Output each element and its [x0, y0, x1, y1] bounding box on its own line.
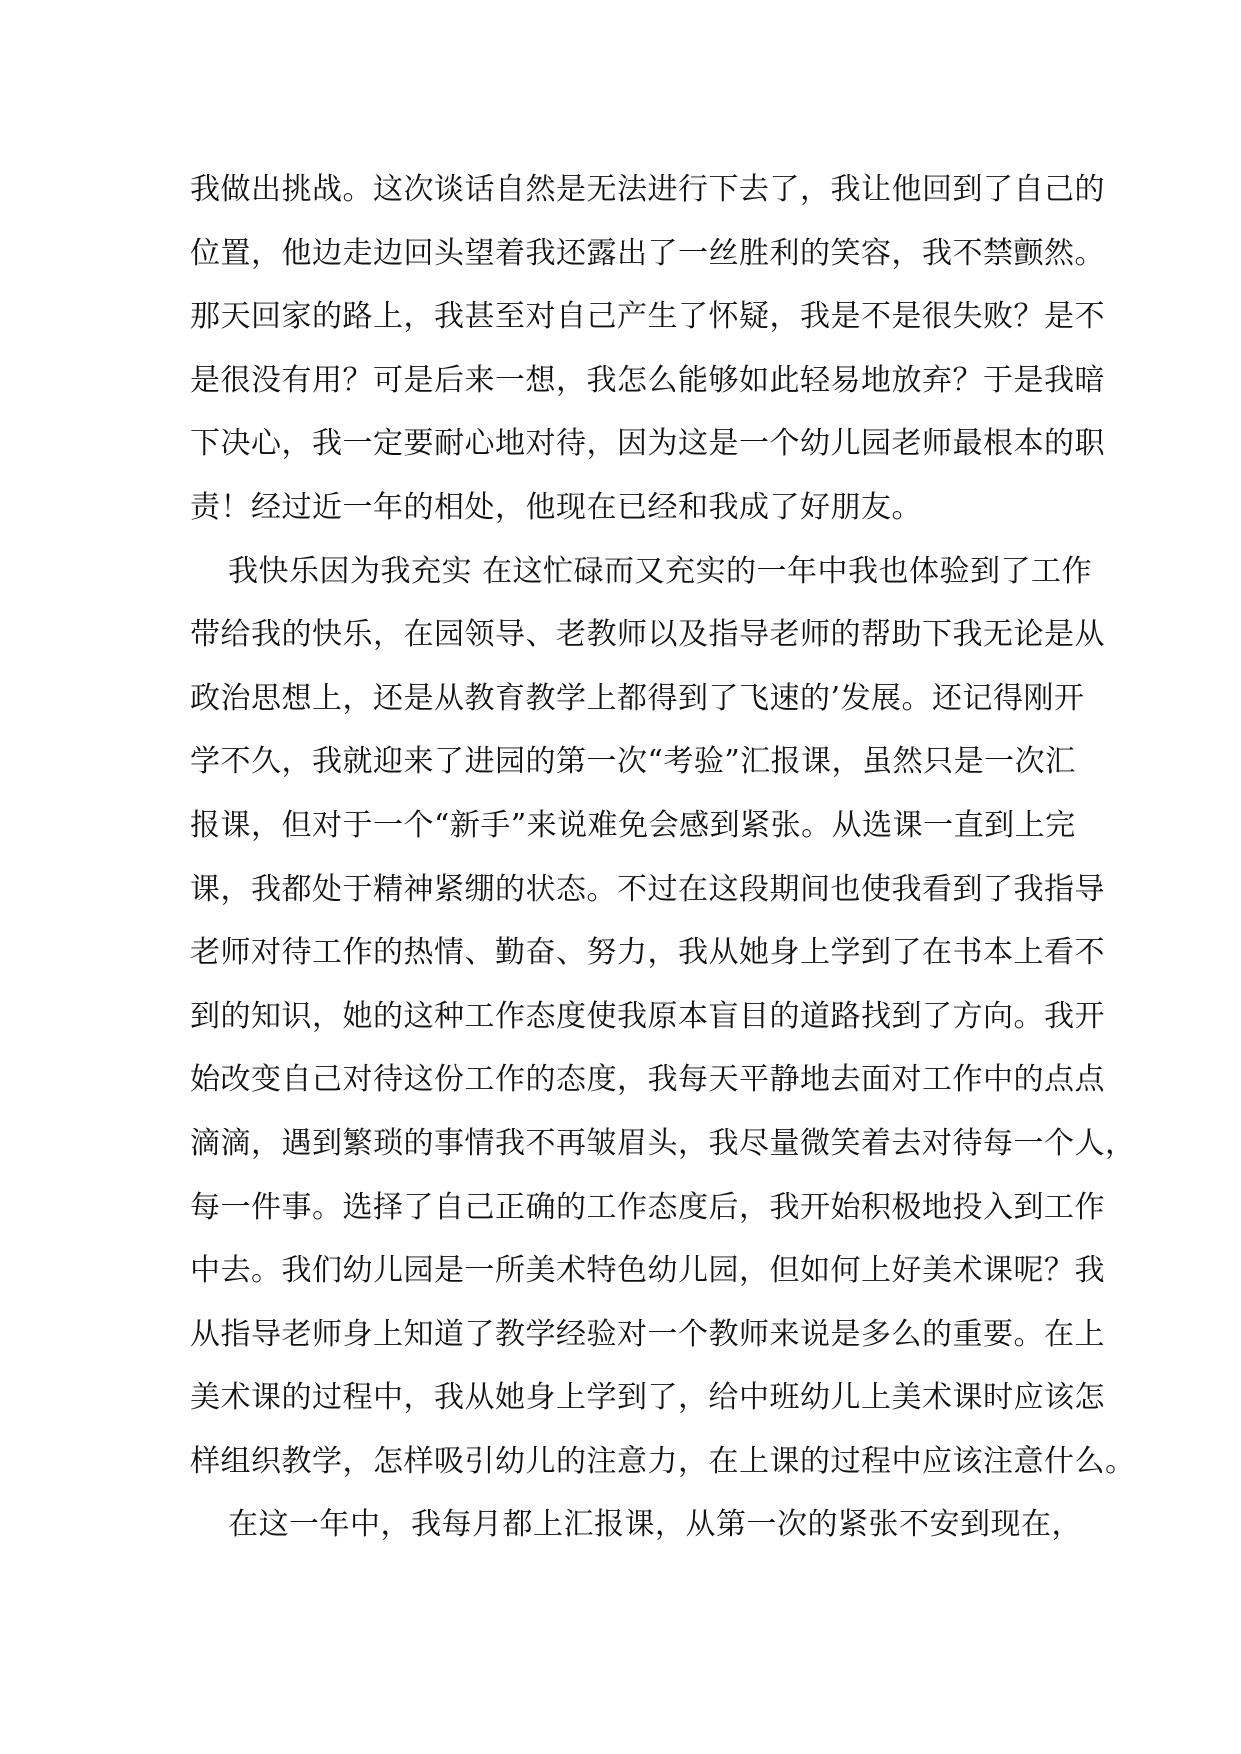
paragraph-2 — [190, 540, 1136, 1494]
text-line: 样组织教学，怎样吸引幼儿的注意力，在上课的过程中应该注意什么。 — [190, 1443, 1136, 1479]
text-line: 始改变自己对待这份工作的态度，我每天平静地去面对工作中的点点 — [190, 1062, 1105, 1098]
text-line: 我做出挑战。这次谈话自然是无法进行下去了，我让他回到了自己的 — [190, 172, 1105, 207]
text-line: 中去。我们幼儿园是一所美术特色幼儿园，但如何上好美术课呢？我 — [190, 1253, 1105, 1289]
text-line: 在这一年中，我每月都上汇报课，从第一次的紧张不安到现在， — [228, 1507, 1082, 1543]
text-line: 是很没有用？可是后来一想，我怎么能够如此轻易地放弃？于是我暗 — [190, 362, 1105, 398]
text-line: 到的知识，她的这种工作态度使我原本盲目的道路找到了方向。我开 — [190, 998, 1105, 1034]
text-line: 滴滴，遇到繁琐的事情我不再皱眉头，我尽量微笑着去对待每一个人， — [190, 1125, 1136, 1161]
paragraph-1 — [190, 158, 1105, 540]
document-body — [190, 158, 1136, 1557]
text-line: 位置，他边走边回头望着我还露出了一丝胜利的笑容，我不禁颤然。 — [190, 235, 1105, 271]
text-line: 美术课的过程中，我从她身上学到了，给中班幼儿上美术课时应该怎 — [190, 1380, 1105, 1416]
paragraph-3 — [190, 1493, 1082, 1557]
text-line: 责！经过近一年的相处，他现在已经和我成了好朋友。 — [190, 489, 922, 525]
text-line: 下决心，我一定要耐心地对待，因为这是一个幼儿园老师最根本的职 — [190, 426, 1105, 462]
text-line: 从指导老师身上知道了教学经验对一个教师来说是多么的重要。在上 — [190, 1316, 1105, 1352]
text-line: 老师对待工作的热情、勤奋、努力，我从她身上学到了在书本上看不 — [190, 935, 1105, 971]
text-line: 学不久，我就迎来了进园的第一次“考验”汇报课，虽然只是一次汇 — [190, 744, 1076, 780]
text-line: 带给我的快乐，在园领导、老教师以及指导老师的帮助下我无论是从 — [190, 617, 1105, 653]
text-line: 课，我都处于精神紧绷的状态。不过在这段期间也使我看到了我指导 — [190, 871, 1105, 907]
text-line: 我快乐因为我充实 在这忙碌而又充实的一年中我也体验到了工作 — [228, 553, 1093, 589]
text-line: 每一件事。选择了自己正确的工作态度后，我开始积极地投入到工作 — [190, 1189, 1105, 1225]
text-line: 那天回家的路上，我甚至对自己产生了怀疑，我是不是很失败？是不 — [190, 299, 1105, 335]
text-line: 政治思想上，还是从教育教学上都得到了飞速的’发展。还记得刚开 — [190, 680, 1085, 716]
text-line: 报课，但对于一个“新手”来说难免会感到紧张。从选课一直到上完 — [190, 807, 1076, 843]
